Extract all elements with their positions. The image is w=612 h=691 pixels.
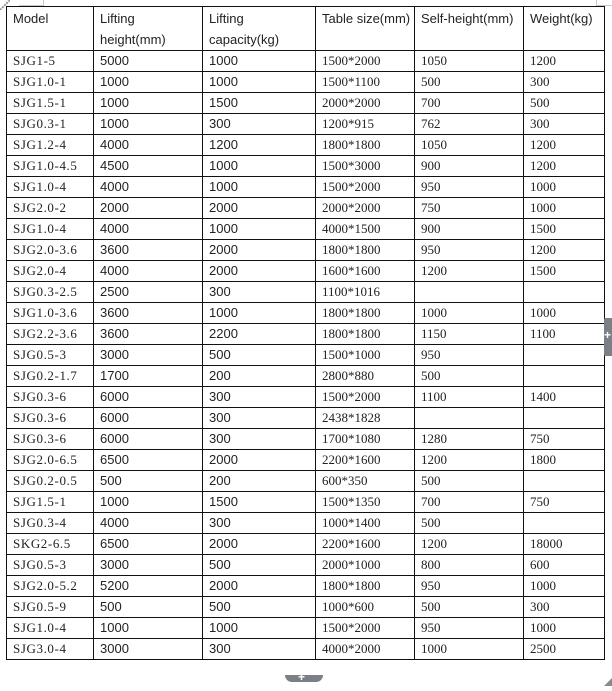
cell-model[interactable]: SJG2.0-3.6 bbox=[7, 240, 94, 261]
cell-weight[interactable]: 300 bbox=[524, 114, 605, 135]
table-row bbox=[7, 492, 605, 513]
cell-lifting-height[interactable]: 6500 bbox=[94, 534, 203, 555]
cell-self-height[interactable]: 700 bbox=[415, 93, 524, 114]
cell-lifting-capacity[interactable]: 300 bbox=[203, 639, 316, 660]
cell-lifting-height[interactable]: 1000 bbox=[94, 72, 203, 93]
cell-lifting-capacity[interactable]: 2000 bbox=[203, 450, 316, 471]
cell-lifting-capacity[interactable]: 300 bbox=[203, 282, 316, 303]
table-resize-handle[interactable] bbox=[604, 673, 612, 681]
cell-table-size[interactable]: 1500*2000 bbox=[316, 618, 415, 639]
cell-table-size[interactable]: 1800*1800 bbox=[316, 576, 415, 597]
cell-model[interactable]: SJG1.2-4 bbox=[7, 135, 94, 156]
cell-lifting-height[interactable]: 3600 bbox=[94, 324, 203, 345]
cell-table-size[interactable]: 4000*1500 bbox=[316, 219, 415, 240]
cell-self-height[interactable]: 1200 bbox=[415, 450, 524, 471]
table-row bbox=[7, 303, 605, 324]
header-model[interactable]: Model bbox=[7, 7, 94, 51]
table-row bbox=[7, 282, 605, 303]
cell-self-height[interactable]: 700 bbox=[415, 492, 524, 513]
cell-weight[interactable]: 1000 bbox=[524, 303, 605, 324]
cell-table-size[interactable]: 600*350 bbox=[316, 471, 415, 492]
cell-table-size[interactable]: 2000*1000 bbox=[316, 555, 415, 576]
plus-icon: + bbox=[298, 670, 306, 684]
cell-lifting-height[interactable]: 6000 bbox=[94, 408, 203, 429]
cell-weight[interactable]: 600 bbox=[524, 555, 605, 576]
cell-weight[interactable]: 1500 bbox=[524, 219, 605, 240]
cell-table-size[interactable]: 1800*1800 bbox=[316, 240, 415, 261]
cell-model[interactable]: SJG2.2-3.6 bbox=[7, 324, 94, 345]
cell-model[interactable]: SJG0.2-1.7 bbox=[7, 366, 94, 387]
cell-lifting-height[interactable]: 5000 bbox=[94, 51, 203, 72]
table-row bbox=[7, 429, 605, 450]
cell-lifting-capacity[interactable]: 2200 bbox=[203, 324, 316, 345]
cell-model[interactable]: SJG1.0-1 bbox=[7, 72, 94, 93]
cell-weight[interactable]: 1000 bbox=[524, 198, 605, 219]
cell-model[interactable]: SJG2.0-2 bbox=[7, 198, 94, 219]
cell-lifting-capacity[interactable]: 300 bbox=[203, 408, 316, 429]
cell-weight[interactable]: 1100 bbox=[524, 324, 605, 345]
cell-lifting-capacity[interactable]: 1200 bbox=[203, 135, 316, 156]
header-weight[interactable]: Weight(kg) bbox=[524, 7, 605, 51]
table-row bbox=[7, 534, 605, 555]
cell-weight[interactable]: 1200 bbox=[524, 51, 605, 72]
cell-model[interactable]: SJG0.3-4 bbox=[7, 513, 94, 534]
cell-lifting-capacity[interactable]: 1000 bbox=[203, 177, 316, 198]
cell-lifting-capacity[interactable]: 1500 bbox=[203, 93, 316, 114]
cell-lifting-height[interactable]: 500 bbox=[94, 597, 203, 618]
table-row bbox=[7, 387, 605, 408]
table-row bbox=[7, 51, 605, 72]
table-row bbox=[7, 345, 605, 366]
cell-table-size[interactable]: 1100*1016 bbox=[316, 282, 415, 303]
header-lifting-height[interactable]: Lifting height(mm) bbox=[94, 7, 203, 51]
cell-model[interactable]: SJG1.0-4.5 bbox=[7, 156, 94, 177]
cell-lifting-capacity[interactable]: 1500 bbox=[203, 492, 316, 513]
cell-weight[interactable] bbox=[524, 366, 605, 387]
cell-table-size[interactable]: 1800*1800 bbox=[316, 135, 415, 156]
cell-self-height[interactable] bbox=[415, 282, 524, 303]
cell-self-height[interactable]: 762 bbox=[415, 114, 524, 135]
cell-weight[interactable]: 1200 bbox=[524, 156, 605, 177]
cell-self-height[interactable]: 500 bbox=[415, 72, 524, 93]
table-row bbox=[7, 597, 605, 618]
cell-lifting-height[interactable]: 4500 bbox=[94, 156, 203, 177]
cell-model[interactable]: SJG0.5-3 bbox=[7, 345, 94, 366]
cell-lifting-capacity[interactable]: 300 bbox=[203, 429, 316, 450]
cell-lifting-capacity[interactable]: 1000 bbox=[203, 51, 316, 72]
cell-model[interactable]: SJG1.0-4 bbox=[7, 219, 94, 240]
cell-lifting-height[interactable]: 2500 bbox=[94, 282, 203, 303]
header-table-size[interactable]: Table size(mm) bbox=[316, 7, 415, 51]
cell-weight[interactable]: 1200 bbox=[524, 240, 605, 261]
cell-weight[interactable]: 1400 bbox=[524, 387, 605, 408]
table-row bbox=[7, 576, 605, 597]
table-row bbox=[7, 93, 605, 114]
cell-lifting-capacity[interactable]: 500 bbox=[203, 345, 316, 366]
cell-self-height[interactable]: 1200 bbox=[415, 261, 524, 282]
table-row bbox=[7, 114, 605, 135]
cell-lifting-capacity[interactable]: 200 bbox=[203, 366, 316, 387]
cell-lifting-height[interactable]: 3600 bbox=[94, 240, 203, 261]
cell-table-size[interactable]: 1500*1100 bbox=[316, 72, 415, 93]
cell-self-height[interactable]: 1280 bbox=[415, 429, 524, 450]
cell-self-height[interactable]: 750 bbox=[415, 198, 524, 219]
cell-model[interactable]: SJG2.0-6.5 bbox=[7, 450, 94, 471]
cell-table-size[interactable]: 1500*2000 bbox=[316, 51, 415, 72]
cell-table-size[interactable]: 1200*915 bbox=[316, 114, 415, 135]
cell-model[interactable]: SJG1.5-1 bbox=[7, 93, 94, 114]
cell-lifting-capacity[interactable]: 2000 bbox=[203, 240, 316, 261]
cell-table-size[interactable]: 1800*1800 bbox=[316, 324, 415, 345]
cell-lifting-height[interactable]: 3000 bbox=[94, 345, 203, 366]
cell-self-height[interactable]: 900 bbox=[415, 156, 524, 177]
cell-table-size[interactable]: 1500*2000 bbox=[316, 177, 415, 198]
cell-weight[interactable]: 1200 bbox=[524, 135, 605, 156]
cell-model[interactable]: SJG3.0-4 bbox=[7, 639, 94, 660]
table-row bbox=[7, 219, 605, 240]
cell-model[interactable]: SJG0.5-3 bbox=[7, 555, 94, 576]
cell-lifting-capacity[interactable]: 300 bbox=[203, 513, 316, 534]
cell-table-size[interactable]: 1500*3000 bbox=[316, 156, 415, 177]
table-row bbox=[7, 513, 605, 534]
cell-weight[interactable]: 1800 bbox=[524, 450, 605, 471]
cell-weight[interactable]: 500 bbox=[524, 93, 605, 114]
cell-lifting-capacity[interactable]: 500 bbox=[203, 597, 316, 618]
table-row bbox=[7, 450, 605, 471]
cell-lifting-capacity[interactable]: 1000 bbox=[203, 219, 316, 240]
cell-weight[interactable]: 300 bbox=[524, 72, 605, 93]
cell-lifting-height[interactable]: 1000 bbox=[94, 492, 203, 513]
cell-lifting-height[interactable]: 4000 bbox=[94, 135, 203, 156]
cell-self-height[interactable]: 500 bbox=[415, 471, 524, 492]
cell-model[interactable]: SJG0.3-6 bbox=[7, 408, 94, 429]
cell-self-height[interactable] bbox=[415, 408, 524, 429]
cell-weight[interactable] bbox=[524, 513, 605, 534]
header-lifting-capacity[interactable]: Lifting capacity(kg) bbox=[203, 7, 316, 51]
cell-weight[interactable]: 1000 bbox=[524, 618, 605, 639]
cell-lifting-capacity[interactable]: 300 bbox=[203, 114, 316, 135]
table-row bbox=[7, 555, 605, 576]
table-row bbox=[7, 72, 605, 93]
cell-table-size[interactable]: 1700*1080 bbox=[316, 429, 415, 450]
cell-weight[interactable] bbox=[524, 345, 605, 366]
cell-lifting-height[interactable]: 4000 bbox=[94, 177, 203, 198]
cell-table-size[interactable]: 1500*1000 bbox=[316, 345, 415, 366]
header-self-height[interactable]: Self-height(mm) bbox=[415, 7, 524, 51]
table-row bbox=[7, 471, 605, 492]
cell-model[interactable]: SJG1.5-1 bbox=[7, 492, 94, 513]
table-row bbox=[7, 366, 605, 387]
add-column-handle[interactable] bbox=[604, 318, 612, 356]
cell-table-size[interactable]: 1000*600 bbox=[316, 597, 415, 618]
cell-lifting-height[interactable]: 4000 bbox=[94, 219, 203, 240]
cell-self-height[interactable]: 500 bbox=[415, 366, 524, 387]
cell-self-height[interactable]: 950 bbox=[415, 618, 524, 639]
cell-lifting-capacity[interactable]: 2000 bbox=[203, 534, 316, 555]
cell-lifting-capacity[interactable]: 300 bbox=[203, 387, 316, 408]
cell-lifting-height[interactable]: 1700 bbox=[94, 366, 203, 387]
resize-corner-icon bbox=[604, 678, 612, 686]
cell-lifting-height[interactable]: 4000 bbox=[94, 261, 203, 282]
cell-lifting-capacity[interactable]: 1000 bbox=[203, 156, 316, 177]
table-row bbox=[7, 198, 605, 219]
cell-lifting-height[interactable]: 6000 bbox=[94, 387, 203, 408]
cell-lifting-height[interactable]: 3000 bbox=[94, 555, 203, 576]
cell-self-height[interactable]: 1200 bbox=[415, 534, 524, 555]
table-row bbox=[7, 639, 605, 660]
cell-table-size[interactable]: 1500*2000 bbox=[316, 387, 415, 408]
cell-model[interactable]: SJG0.3-6 bbox=[7, 387, 94, 408]
cell-lifting-height[interactable]: 500 bbox=[94, 471, 203, 492]
cell-model[interactable]: SJG0.3-6 bbox=[7, 429, 94, 450]
cell-lifting-capacity[interactable]: 2000 bbox=[203, 261, 316, 282]
cell-lifting-height[interactable]: 5200 bbox=[94, 576, 203, 597]
cell-weight[interactable]: 1000 bbox=[524, 576, 605, 597]
cell-lifting-height[interactable]: 6500 bbox=[94, 450, 203, 471]
cell-table-size[interactable]: 2800*880 bbox=[316, 366, 415, 387]
table-body bbox=[7, 51, 605, 660]
cell-lifting-capacity[interactable]: 2000 bbox=[203, 576, 316, 597]
cell-lifting-capacity[interactable]: 500 bbox=[203, 555, 316, 576]
cell-lifting-capacity[interactable]: 1000 bbox=[203, 618, 316, 639]
cell-model[interactable]: SJG1.0-4 bbox=[7, 618, 94, 639]
cell-lifting-capacity[interactable]: 1000 bbox=[203, 72, 316, 93]
cell-lifting-height[interactable]: 3000 bbox=[94, 639, 203, 660]
cell-self-height[interactable]: 950 bbox=[415, 177, 524, 198]
cell-self-height[interactable]: 800 bbox=[415, 555, 524, 576]
cell-self-height[interactable]: 500 bbox=[415, 597, 524, 618]
cell-weight[interactable]: 750 bbox=[524, 429, 605, 450]
cell-model[interactable]: SJG1.0-4 bbox=[7, 177, 94, 198]
cell-lifting-capacity[interactable]: 2000 bbox=[203, 198, 316, 219]
table-row bbox=[7, 156, 605, 177]
cell-model[interactable]: SJG0.3-1 bbox=[7, 114, 94, 135]
add-row-handle[interactable] bbox=[285, 670, 323, 684]
cell-model[interactable]: SJG0.3-2.5 bbox=[7, 282, 94, 303]
cell-self-height[interactable]: 1050 bbox=[415, 135, 524, 156]
cell-self-height[interactable]: 1000 bbox=[415, 303, 524, 324]
cell-lifting-capacity[interactable]: 200 bbox=[203, 471, 316, 492]
cell-weight[interactable]: 2500 bbox=[524, 639, 605, 660]
cell-self-height[interactable]: 1000 bbox=[415, 639, 524, 660]
cell-table-size[interactable]: 2438*1828 bbox=[316, 408, 415, 429]
cell-model[interactable]: SJG0.2-0.5 bbox=[7, 471, 94, 492]
cell-model[interactable]: SJG1.0-3.6 bbox=[7, 303, 94, 324]
cell-table-size[interactable]: 1500*1350 bbox=[316, 492, 415, 513]
cell-weight[interactable]: 300 bbox=[524, 597, 605, 618]
lift-table-spec-table bbox=[6, 6, 605, 660]
table-row bbox=[7, 240, 605, 261]
cell-self-height[interactable]: 500 bbox=[415, 513, 524, 534]
cell-model[interactable]: SJG1-5 bbox=[7, 51, 94, 72]
cell-table-size[interactable]: 1800*1800 bbox=[316, 303, 415, 324]
cell-model[interactable]: SJG2.0-4 bbox=[7, 261, 94, 282]
table-row bbox=[7, 135, 605, 156]
plus-icon: + bbox=[604, 328, 612, 342]
cell-lifting-height[interactable]: 1000 bbox=[94, 618, 203, 639]
cell-lifting-height[interactable]: 1000 bbox=[94, 114, 203, 135]
cell-self-height[interactable]: 900 bbox=[415, 219, 524, 240]
table-row bbox=[7, 177, 605, 198]
cell-self-height[interactable]: 1050 bbox=[415, 51, 524, 72]
cell-self-height[interactable]: 1150 bbox=[415, 324, 524, 345]
cell-table-size[interactable]: 4000*2000 bbox=[316, 639, 415, 660]
table-row bbox=[7, 408, 605, 429]
cell-weight[interactable]: 750 bbox=[524, 492, 605, 513]
cell-table-size[interactable]: 2000*2000 bbox=[316, 198, 415, 219]
table-row bbox=[7, 261, 605, 282]
cell-weight[interactable]: 18000 bbox=[524, 534, 605, 555]
cell-table-size[interactable]: 1000*1400 bbox=[316, 513, 415, 534]
cell-self-height[interactable]: 950 bbox=[415, 240, 524, 261]
table-header-row bbox=[7, 7, 605, 51]
cell-lifting-height[interactable]: 2000 bbox=[94, 198, 203, 219]
cell-weight[interactable] bbox=[524, 471, 605, 492]
table-row bbox=[7, 324, 605, 345]
cell-self-height[interactable]: 950 bbox=[415, 576, 524, 597]
cell-model[interactable]: SJG2.0-5.2 bbox=[7, 576, 94, 597]
cell-self-height[interactable]: 1100 bbox=[415, 387, 524, 408]
cell-lifting-height[interactable]: 6000 bbox=[94, 429, 203, 450]
cell-lifting-height[interactable]: 1000 bbox=[94, 93, 203, 114]
cell-weight[interactable]: 1000 bbox=[524, 177, 605, 198]
cell-model[interactable]: SKG2-6.5 bbox=[7, 534, 94, 555]
cell-lifting-height[interactable]: 3600 bbox=[94, 303, 203, 324]
cell-weight[interactable] bbox=[524, 282, 605, 303]
cell-table-size[interactable]: 1600*1600 bbox=[316, 261, 415, 282]
cell-self-height[interactable]: 950 bbox=[415, 345, 524, 366]
cell-model[interactable]: SJG0.5-9 bbox=[7, 597, 94, 618]
cell-table-size[interactable]: 2200*1600 bbox=[316, 534, 415, 555]
cell-lifting-capacity[interactable]: 1000 bbox=[203, 303, 316, 324]
cell-weight[interactable] bbox=[524, 408, 605, 429]
cell-table-size[interactable]: 2200*1600 bbox=[316, 450, 415, 471]
table-row bbox=[7, 618, 605, 639]
cell-weight[interactable]: 1500 bbox=[524, 261, 605, 282]
cell-lifting-height[interactable]: 4000 bbox=[94, 513, 203, 534]
cell-table-size[interactable]: 2000*2000 bbox=[316, 93, 415, 114]
